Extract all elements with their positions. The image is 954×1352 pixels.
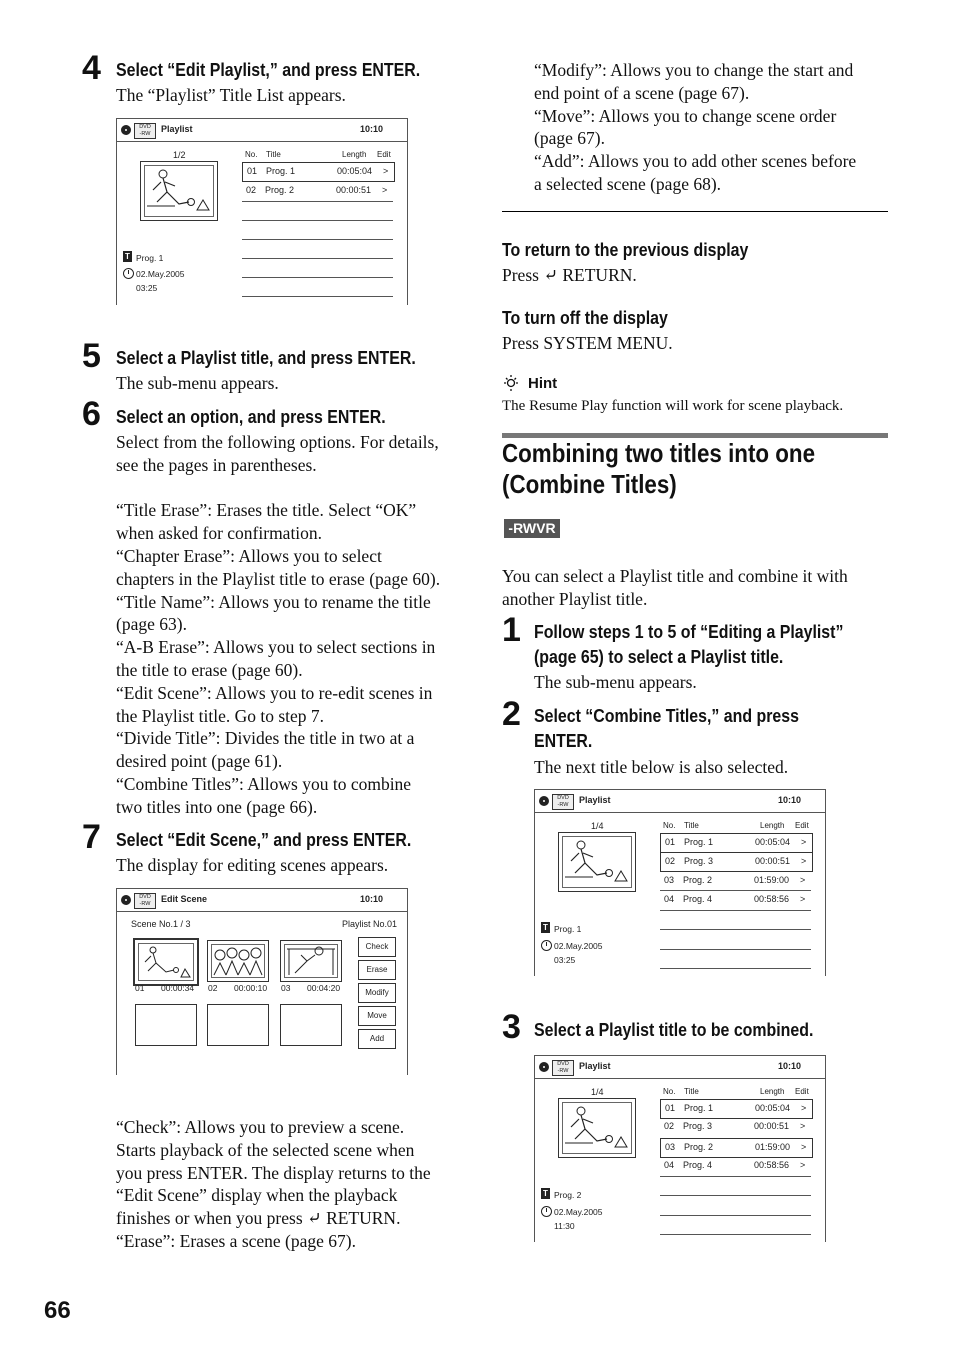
col-no: No. [245, 150, 258, 159]
col-title: Title [684, 821, 699, 830]
info-duration: 11:30 [554, 1221, 575, 1231]
dvd-rw-badge: DVD -RW [134, 893, 156, 909]
step-5-number: 5 [82, 337, 101, 375]
thumbnail [558, 832, 636, 892]
step-2-heading-2: ENTER. [534, 730, 593, 751]
return-body: Press ⤶ RETURN. [502, 265, 637, 285]
title-icon: T [541, 922, 550, 933]
move-button[interactable]: Move [358, 1006, 396, 1026]
page-indicator: 1/4 [591, 821, 604, 831]
row-divider [242, 220, 393, 221]
col-no: No. [663, 821, 676, 830]
screen-time: 10:10 [777, 795, 801, 805]
dvd-rw-badge: DVD -RW [552, 794, 574, 810]
info-title: Prog. 2 [554, 1190, 582, 1200]
clock-icon [123, 268, 134, 279]
col-title: Title [684, 1087, 699, 1096]
screen-title: Playlist [161, 124, 193, 134]
hint-icon [503, 374, 519, 392]
disc-icon [539, 796, 549, 806]
col-length: Length [342, 150, 367, 159]
col-edit: Edit [795, 1087, 809, 1096]
title-icon: T [541, 1188, 550, 1199]
erase-button[interactable]: Erase [358, 960, 396, 980]
soccer-player-image [563, 1103, 631, 1153]
screen-header [117, 119, 407, 142]
scene-thumbnail[interactable] [207, 940, 269, 982]
right-top-text: “Modify”: Allows you to change the start and end point of a scene (page 67). “Move”: Allows you to change scene order (page 67). “Add”: Allows you to add other scenes before a selected scene (page 68). [534, 60, 857, 194]
scene-number: Scene No.1 / 3 [131, 919, 191, 929]
step-1-body: The sub-menu appears. [534, 672, 697, 692]
step-1-number: 1 [502, 611, 521, 649]
add-button[interactable]: Add [358, 1029, 396, 1049]
info-date: 02.May.2005 [554, 1207, 603, 1217]
screen-time: 10:10 [777, 1061, 801, 1071]
scene-3-no: 03 [281, 983, 291, 993]
section-title-line-2: (Combine Titles) [502, 469, 677, 499]
step-7-number: 7 [82, 818, 101, 856]
info-duration: 03:25 [554, 955, 576, 965]
display-off-heading: To turn off the display [502, 307, 668, 328]
scene-3-time: 00:04:20 [307, 983, 341, 993]
step-3-heading: Select a Playlist title to be combined. [534, 1019, 814, 1040]
title-icon: T [123, 251, 132, 262]
playlist-screen-1 [116, 118, 408, 305]
return-icon: ⤶ [307, 1208, 322, 1229]
screen-time: 10:10 [359, 124, 383, 134]
info-date: 02.May.2005 [136, 269, 185, 279]
table-row[interactable]: 01 Prog. 1 00:05:04 > [660, 833, 813, 853]
section-title-line-1: Combining two titles into one [502, 438, 816, 468]
table-row[interactable]: 04 Prog. 4 00:58:56 > [664, 894, 806, 904]
goalkeeper-image [285, 945, 337, 977]
table-row[interactable]: 01 Prog. 1 00:05:04 > [242, 162, 395, 182]
step-5-heading: Select a Playlist title, and press ENTER. [116, 347, 416, 368]
step-4-number: 4 [82, 49, 101, 87]
row-divider [660, 1234, 811, 1235]
col-title: Title [266, 150, 281, 159]
info-title: Prog. 1 [554, 924, 582, 934]
soccer-player-image [139, 944, 193, 980]
step-1-heading-2: (page 65) to select a Playlist title. [534, 646, 784, 667]
row-divider [242, 201, 393, 202]
soccer-player-image [563, 837, 631, 887]
divider [502, 211, 888, 212]
row-divider [242, 296, 393, 297]
row-divider [242, 277, 393, 278]
soccer-player-image [145, 166, 213, 216]
step-1-heading-1: Follow steps 1 to 5 of “Editing a Playlist” [534, 621, 844, 642]
step-6-number: 6 [82, 395, 101, 433]
step-2-number: 2 [502, 695, 521, 733]
disc-icon [121, 895, 131, 905]
row-divider [660, 929, 811, 930]
dvd-rw-badge: DVD -RW [552, 1060, 574, 1076]
scene-1-no: 01 [135, 983, 145, 993]
info-title: Prog. 1 [136, 253, 164, 263]
col-length: Length [760, 1087, 785, 1096]
step-6-heading: Select an option, and press ENTER. [116, 406, 386, 427]
step-2-heading-1: Select “Combine Titles,” and press [534, 705, 799, 726]
table-row[interactable]: 03 Prog. 2 01:59:00 > [660, 1138, 813, 1158]
return-icon: ⤶ [543, 265, 558, 285]
step-6-body: Select from the following options. For details, see the pages in parentheses. “Title Erase”: Erases the title. Select “OK” when asked for confirmation. “Chapter Erase”: Allows you to select chapters in the Playlist title to erase (page 60). “Title Name”: Allows you to rename the title (page 63). “A-B Erase”: Allows you to select sections in the title to erase (page 60). “Edit Scene”: Allows you to re-edit scenes in the Playlist title. Go to step 7. “Divide Title”: Divides the title in two at a desired point (page 61). “Combine Titles”: Allows you to combine two titles into one (page 66). [116, 432, 441, 817]
hint-body: The Resume Play function will work for scene playback. [502, 398, 844, 414]
page-indicator: 1/2 [173, 150, 186, 160]
clock-icon [541, 1206, 552, 1217]
col-no: No. [663, 1087, 676, 1096]
check-erase-text: “Check”: Allows you to preview a scene. Starts playback of the selected scene when you press ENTER. The display returns to the “Edit Scene” display when the playback finishes or when you press ⤶ RETURN. “Erase”: Erases a scene (page 67). [116, 1117, 431, 1251]
screen-header [117, 889, 407, 912]
row-divider [660, 968, 811, 969]
table-row[interactable]: 02 Prog. 3 00:00:51 > [660, 852, 813, 872]
scene-1-time: 00:00:34 [161, 983, 195, 993]
intro-text: You can select a Playlist title and combine it with another Playlist title. [502, 566, 848, 609]
step-2-body: The next title below is also selected. [534, 757, 789, 777]
thumbnail [558, 1098, 636, 1158]
table-row[interactable]: 04 Prog. 4 00:58:56 > [664, 1160, 806, 1170]
scene-thumbnail[interactable] [133, 938, 199, 986]
step-4-body: The “Playlist” Title List appears. [116, 85, 346, 105]
row-divider [660, 1176, 811, 1177]
playlist-screen-2 [534, 789, 826, 976]
step-3-number: 3 [502, 1008, 521, 1046]
thumbnail [140, 161, 218, 221]
screen-time: 10:10 [359, 894, 383, 904]
step-7-body: The display for editing scenes appears. [116, 855, 389, 875]
screen-header [535, 790, 825, 813]
table-row[interactable]: 02 Prog. 2 00:00:51 > [246, 185, 388, 195]
screen-header [535, 1056, 825, 1079]
screen-title: Playlist [579, 1061, 611, 1071]
scene-2-time: 00:00:10 [234, 983, 268, 993]
empty-scene-slot [135, 1004, 197, 1046]
dvd-rw-badge: DVD -RW [134, 123, 156, 139]
scene-2-no: 02 [208, 983, 218, 993]
empty-scene-slot [207, 1004, 269, 1046]
check-button[interactable]: Check [358, 937, 396, 957]
page-number: 66 [44, 1297, 71, 1324]
info-duration: 03:25 [136, 283, 158, 293]
return-heading: To return to the previous display [502, 239, 749, 260]
playlist-screen-3 [534, 1055, 826, 1242]
step-7-heading: Select “Edit Scene,” and press ENTER. [116, 829, 412, 850]
modify-button[interactable]: Modify [358, 983, 396, 1003]
hint-label: Hint [528, 375, 558, 392]
screen-title: Playlist [579, 795, 611, 805]
row-divider [660, 1195, 811, 1196]
step-4-heading: Select “Edit Playlist,” and press ENTER. [116, 59, 421, 80]
disc-icon [121, 125, 131, 135]
rwvr-badge: -RWVR [504, 519, 560, 538]
info-date: 02.May.2005 [554, 941, 603, 951]
screen-title: Edit Scene [161, 894, 208, 904]
table-row[interactable]: 03 Prog. 2 01:59:00 > [664, 875, 806, 885]
step-5-body: The sub-menu appears. [116, 373, 279, 393]
row-divider [242, 258, 393, 259]
edit-scene-screen [116, 888, 408, 1075]
crowd-image [212, 945, 264, 977]
display-off-body: Press SYSTEM MENU. [502, 333, 673, 353]
empty-scene-slot [280, 1004, 342, 1046]
row-divider [660, 910, 811, 911]
row-divider [242, 239, 393, 240]
row-divider [660, 1215, 811, 1216]
col-edit: Edit [377, 150, 391, 159]
table-row[interactable]: 02 Prog. 3 00:00:51 > [664, 1121, 806, 1131]
row-divider [660, 949, 811, 950]
playlist-number: Playlist No.01 [342, 919, 398, 929]
col-length: Length [760, 821, 785, 830]
col-edit: Edit [795, 821, 809, 830]
clock-icon [541, 940, 552, 951]
disc-icon [539, 1062, 549, 1072]
scene-thumbnail[interactable] [280, 940, 342, 982]
table-row[interactable]: 01 Prog. 1 00:05:04 > [660, 1099, 813, 1119]
page-indicator: 1/4 [591, 1087, 604, 1097]
